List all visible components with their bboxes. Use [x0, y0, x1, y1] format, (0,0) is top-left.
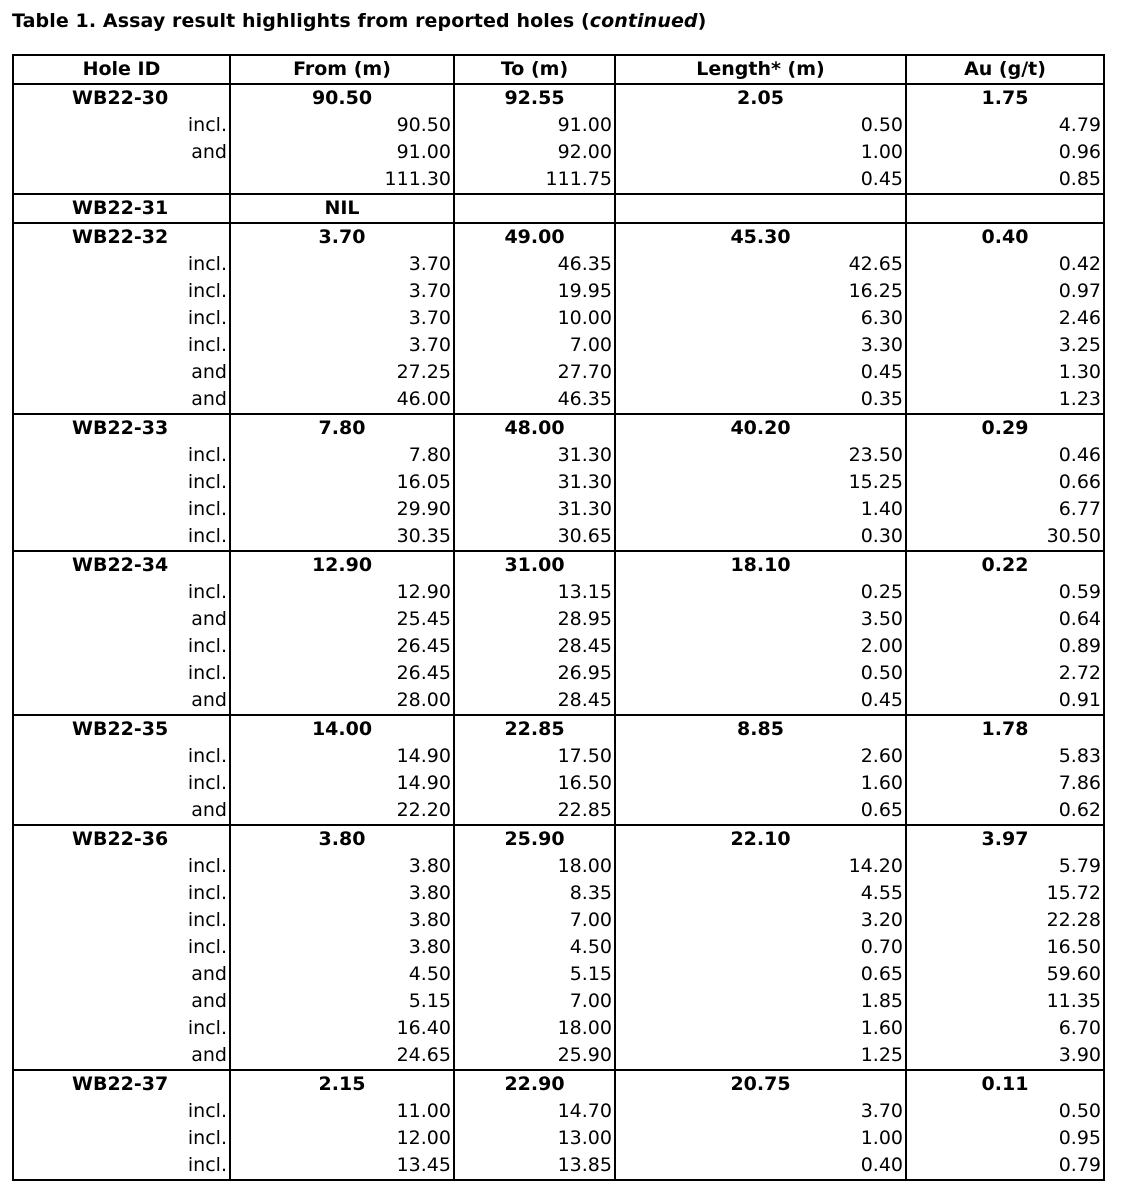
- hole-id: WB22-36: [13, 825, 230, 853]
- interval-to: 111.75: [454, 166, 615, 194]
- interval-au: 11.35: [906, 988, 1104, 1015]
- interval-row: [13, 961, 1104, 988]
- interval-length: 14.20: [615, 853, 906, 880]
- interval-au: 1.23: [906, 386, 1104, 414]
- interval-to: 25.90: [454, 1042, 615, 1070]
- interval-qualifier: and: [13, 606, 230, 633]
- interval-length: 3.30: [615, 332, 906, 359]
- interval-qualifier: incl.: [13, 770, 230, 797]
- interval-length: 1.00: [615, 1125, 906, 1152]
- hole-id: WB22-35: [13, 715, 230, 743]
- interval-to: 91.00: [454, 112, 615, 139]
- interval-qualifier: and: [13, 988, 230, 1015]
- interval-length: 0.40: [615, 1152, 906, 1180]
- interval-length: 23.50: [615, 442, 906, 469]
- hole-id: WB22-32: [13, 223, 230, 251]
- summary-to: 22.85: [454, 715, 615, 743]
- summary-to: 92.55: [454, 84, 615, 112]
- interval-from: 5.15: [230, 988, 454, 1015]
- interval-from: 12.00: [230, 1125, 454, 1152]
- interval-qualifier: incl.: [13, 523, 230, 551]
- interval-length: 0.35: [615, 386, 906, 414]
- hole-summary-row: [13, 551, 1104, 579]
- interval-to: 30.65: [454, 523, 615, 551]
- summary-to: 31.00: [454, 551, 615, 579]
- interval-to: 28.95: [454, 606, 615, 633]
- caption-italic: continued: [589, 10, 698, 32]
- interval-row: [13, 579, 1104, 606]
- interval-from: 22.20: [230, 797, 454, 825]
- interval-to: 28.45: [454, 633, 615, 660]
- interval-from: 16.40: [230, 1015, 454, 1042]
- interval-length: 6.30: [615, 305, 906, 332]
- interval-au: 7.86: [906, 770, 1104, 797]
- interval-to: 7.00: [454, 907, 615, 934]
- interval-to: 17.50: [454, 743, 615, 770]
- header-to: To (m): [454, 55, 615, 84]
- interval-from: 14.90: [230, 770, 454, 797]
- interval-au: 15.72: [906, 880, 1104, 907]
- summary-au: 0.11: [906, 1070, 1104, 1098]
- interval-to: 13.85: [454, 1152, 615, 1180]
- interval-qualifier: and: [13, 1042, 230, 1070]
- interval-length: 2.00: [615, 633, 906, 660]
- interval-qualifier: incl.: [13, 853, 230, 880]
- interval-qualifier: and: [13, 961, 230, 988]
- interval-to: 10.00: [454, 305, 615, 332]
- interval-length: 3.20: [615, 907, 906, 934]
- interval-qualifier: incl.: [13, 633, 230, 660]
- interval-au: 0.64: [906, 606, 1104, 633]
- interval-qualifier: incl.: [13, 278, 230, 305]
- interval-length: 1.60: [615, 1015, 906, 1042]
- interval-au: 59.60: [906, 961, 1104, 988]
- hole-summary-row: [13, 825, 1104, 853]
- interval-length: 16.25: [615, 278, 906, 305]
- interval-row: [13, 139, 1104, 166]
- summary-from: 14.00: [230, 715, 454, 743]
- summary-length: 20.75: [615, 1070, 906, 1098]
- interval-from: 26.45: [230, 633, 454, 660]
- interval-au: 0.79: [906, 1152, 1104, 1180]
- summary-from: 90.50: [230, 84, 454, 112]
- interval-to: 14.70: [454, 1098, 615, 1125]
- summary-length: 2.05: [615, 84, 906, 112]
- summary-from: 2.15: [230, 1070, 454, 1098]
- header-length: Length* (m): [615, 55, 906, 84]
- interval-to: 13.15: [454, 579, 615, 606]
- interval-from: 27.25: [230, 359, 454, 386]
- summary-length: 40.20: [615, 414, 906, 442]
- interval-length: 1.40: [615, 496, 906, 523]
- interval-au: 6.77: [906, 496, 1104, 523]
- interval-qualifier: incl.: [13, 251, 230, 278]
- hole-summary-row: [13, 84, 1104, 112]
- summary-length: 22.10: [615, 825, 906, 853]
- summary-from: 12.90: [230, 551, 454, 579]
- interval-qualifier: and: [13, 797, 230, 825]
- interval-qualifier: incl.: [13, 743, 230, 770]
- interval-length: 15.25: [615, 469, 906, 496]
- interval-to: 19.95: [454, 278, 615, 305]
- interval-qualifier: and: [13, 687, 230, 715]
- hole-summary-row: [13, 223, 1104, 251]
- table-caption: [12, 10, 706, 32]
- interval-to: 27.70: [454, 359, 615, 386]
- interval-qualifier: incl.: [13, 1098, 230, 1125]
- interval-to: 18.00: [454, 853, 615, 880]
- summary-from: 7.80: [230, 414, 454, 442]
- interval-to: 13.00: [454, 1125, 615, 1152]
- header-row: [13, 55, 1104, 84]
- summary-au: 1.78: [906, 715, 1104, 743]
- interval-to: 31.30: [454, 496, 615, 523]
- interval-qualifier: incl.: [13, 1152, 230, 1180]
- summary-length: [615, 194, 906, 223]
- header-au: Au (g/t): [906, 55, 1104, 84]
- interval-au: 0.97: [906, 278, 1104, 305]
- interval-from: 4.50: [230, 961, 454, 988]
- summary-from: NIL: [230, 194, 454, 223]
- interval-row: [13, 770, 1104, 797]
- interval-length: 0.25: [615, 579, 906, 606]
- interval-au: 0.42: [906, 251, 1104, 278]
- interval-au: 2.72: [906, 660, 1104, 687]
- interval-au: 0.96: [906, 139, 1104, 166]
- interval-au: 0.50: [906, 1098, 1104, 1125]
- hole-id: WB22-31: [13, 194, 230, 223]
- assay-table: [12, 54, 1105, 1181]
- interval-row: [13, 797, 1104, 825]
- interval-to: 4.50: [454, 934, 615, 961]
- interval-length: 0.30: [615, 523, 906, 551]
- header-from: From (m): [230, 55, 454, 84]
- interval-qualifier: [13, 166, 230, 194]
- interval-qualifier: and: [13, 386, 230, 414]
- interval-length: 4.55: [615, 880, 906, 907]
- interval-row: [13, 1098, 1104, 1125]
- interval-qualifier: incl.: [13, 660, 230, 687]
- interval-au: 0.46: [906, 442, 1104, 469]
- interval-qualifier: incl.: [13, 907, 230, 934]
- interval-row: [13, 1125, 1104, 1152]
- interval-row: [13, 523, 1104, 551]
- interval-from: 3.80: [230, 907, 454, 934]
- interval-to: 31.30: [454, 469, 615, 496]
- interval-row: [13, 442, 1104, 469]
- interval-au: 5.83: [906, 743, 1104, 770]
- summary-au: 0.29: [906, 414, 1104, 442]
- interval-length: 3.50: [615, 606, 906, 633]
- summary-to: [454, 194, 615, 223]
- interval-qualifier: incl.: [13, 442, 230, 469]
- hole-id: WB22-33: [13, 414, 230, 442]
- interval-to: 26.95: [454, 660, 615, 687]
- summary-length: 45.30: [615, 223, 906, 251]
- summary-au: [906, 194, 1104, 223]
- caption-suffix: ): [697, 10, 707, 32]
- interval-au: 3.90: [906, 1042, 1104, 1070]
- interval-to: 46.35: [454, 251, 615, 278]
- interval-au: 30.50: [906, 523, 1104, 551]
- interval-au: 22.28: [906, 907, 1104, 934]
- interval-au: 6.70: [906, 1015, 1104, 1042]
- summary-au: 0.40: [906, 223, 1104, 251]
- interval-row: [13, 687, 1104, 715]
- interval-length: 2.60: [615, 743, 906, 770]
- interval-row: [13, 907, 1104, 934]
- interval-au: 16.50: [906, 934, 1104, 961]
- interval-qualifier: incl.: [13, 1125, 230, 1152]
- interval-qualifier: incl.: [13, 880, 230, 907]
- interval-au: 0.91: [906, 687, 1104, 715]
- summary-to: 48.00: [454, 414, 615, 442]
- hole-summary-row: [13, 715, 1104, 743]
- interval-length: 1.00: [615, 139, 906, 166]
- hole-summary-row: [13, 414, 1104, 442]
- interval-length: 0.45: [615, 359, 906, 386]
- interval-row: [13, 278, 1104, 305]
- interval-au: 4.79: [906, 112, 1104, 139]
- summary-from: 3.80: [230, 825, 454, 853]
- interval-row: [13, 1042, 1104, 1070]
- interval-length: 0.65: [615, 797, 906, 825]
- header-hole-id: Hole ID: [13, 55, 230, 84]
- interval-length: 1.60: [615, 770, 906, 797]
- interval-from: 12.90: [230, 579, 454, 606]
- interval-from: 28.00: [230, 687, 454, 715]
- interval-qualifier: incl.: [13, 305, 230, 332]
- interval-row: [13, 305, 1104, 332]
- interval-qualifier: incl.: [13, 496, 230, 523]
- interval-from: 3.80: [230, 853, 454, 880]
- interval-to: 46.35: [454, 386, 615, 414]
- interval-qualifier: and: [13, 139, 230, 166]
- interval-to: 16.50: [454, 770, 615, 797]
- interval-row: [13, 359, 1104, 386]
- interval-to: 8.35: [454, 880, 615, 907]
- interval-from: 26.45: [230, 660, 454, 687]
- interval-length: 3.70: [615, 1098, 906, 1125]
- interval-au: 2.46: [906, 305, 1104, 332]
- hole-id: WB22-34: [13, 551, 230, 579]
- interval-row: [13, 880, 1104, 907]
- interval-qualifier: incl.: [13, 579, 230, 606]
- interval-length: 0.50: [615, 660, 906, 687]
- interval-from: 3.70: [230, 278, 454, 305]
- interval-row: [13, 332, 1104, 359]
- interval-from: 24.65: [230, 1042, 454, 1070]
- interval-length: 1.85: [615, 988, 906, 1015]
- interval-length: 0.65: [615, 961, 906, 988]
- summary-to: 22.90: [454, 1070, 615, 1098]
- interval-qualifier: incl.: [13, 112, 230, 139]
- interval-from: 90.50: [230, 112, 454, 139]
- hole-summary-row: [13, 1070, 1104, 1098]
- interval-au: 0.59: [906, 579, 1104, 606]
- interval-row: [13, 1152, 1104, 1180]
- interval-to: 31.30: [454, 442, 615, 469]
- summary-length: 18.10: [615, 551, 906, 579]
- interval-row: [13, 934, 1104, 961]
- interval-length: 1.25: [615, 1042, 906, 1070]
- interval-row: [13, 166, 1104, 194]
- interval-au: 5.79: [906, 853, 1104, 880]
- interval-row: [13, 606, 1104, 633]
- interval-row: [13, 251, 1104, 278]
- interval-row: [13, 496, 1104, 523]
- interval-length: 42.65: [615, 251, 906, 278]
- interval-from: 25.45: [230, 606, 454, 633]
- interval-qualifier: incl.: [13, 934, 230, 961]
- interval-length: 0.45: [615, 166, 906, 194]
- interval-from: 13.45: [230, 1152, 454, 1180]
- summary-length: 8.85: [615, 715, 906, 743]
- interval-from: 7.80: [230, 442, 454, 469]
- interval-qualifier: incl.: [13, 469, 230, 496]
- interval-to: 5.15: [454, 961, 615, 988]
- summary-au: 3.97: [906, 825, 1104, 853]
- interval-from: 111.30: [230, 166, 454, 194]
- interval-from: 14.90: [230, 743, 454, 770]
- table-body: [13, 84, 1104, 1180]
- interval-length: 0.50: [615, 112, 906, 139]
- interval-from: 3.70: [230, 251, 454, 278]
- interval-row: [13, 853, 1104, 880]
- interval-row: [13, 988, 1104, 1015]
- interval-row: [13, 386, 1104, 414]
- interval-length: 0.70: [615, 934, 906, 961]
- hole-id: WB22-37: [13, 1070, 230, 1098]
- interval-to: 7.00: [454, 988, 615, 1015]
- hole-summary-row: [13, 194, 1104, 223]
- interval-au: 0.89: [906, 633, 1104, 660]
- interval-qualifier: incl.: [13, 1015, 230, 1042]
- interval-au: 3.25: [906, 332, 1104, 359]
- summary-to: 25.90: [454, 825, 615, 853]
- interval-row: [13, 112, 1104, 139]
- interval-length: 0.45: [615, 687, 906, 715]
- interval-from: 46.00: [230, 386, 454, 414]
- interval-to: 22.85: [454, 797, 615, 825]
- interval-qualifier: and: [13, 359, 230, 386]
- interval-from: 29.90: [230, 496, 454, 523]
- interval-to: 92.00: [454, 139, 615, 166]
- interval-from: 3.70: [230, 305, 454, 332]
- summary-au: 0.22: [906, 551, 1104, 579]
- caption-text: Table 1. Assay result highlights from reported holes (: [12, 10, 590, 32]
- interval-qualifier: incl.: [13, 332, 230, 359]
- interval-row: [13, 469, 1104, 496]
- interval-au: 0.95: [906, 1125, 1104, 1152]
- interval-from: 30.35: [230, 523, 454, 551]
- interval-to: 18.00: [454, 1015, 615, 1042]
- interval-from: 3.70: [230, 332, 454, 359]
- interval-row: [13, 1015, 1104, 1042]
- summary-au: 1.75: [906, 84, 1104, 112]
- summary-to: 49.00: [454, 223, 615, 251]
- interval-au: 0.62: [906, 797, 1104, 825]
- interval-row: [13, 660, 1104, 687]
- interval-row: [13, 743, 1104, 770]
- interval-from: 11.00: [230, 1098, 454, 1125]
- interval-to: 7.00: [454, 332, 615, 359]
- interval-to: 28.45: [454, 687, 615, 715]
- interval-from: 91.00: [230, 139, 454, 166]
- interval-from: 3.80: [230, 934, 454, 961]
- summary-from: 3.70: [230, 223, 454, 251]
- interval-from: 16.05: [230, 469, 454, 496]
- interval-from: 3.80: [230, 880, 454, 907]
- interval-au: 1.30: [906, 359, 1104, 386]
- interval-au: 0.66: [906, 469, 1104, 496]
- interval-au: 0.85: [906, 166, 1104, 194]
- hole-id: WB22-30: [13, 84, 230, 112]
- interval-row: [13, 633, 1104, 660]
